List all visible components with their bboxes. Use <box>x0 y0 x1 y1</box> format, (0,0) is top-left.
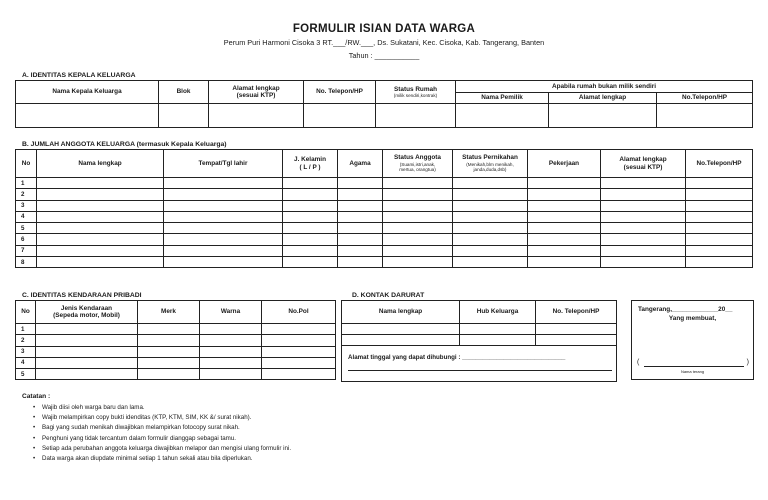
input-ttl[interactable] <box>164 245 283 256</box>
input-alamat[interactable] <box>601 200 686 211</box>
input-status-pernikahan[interactable] <box>453 234 528 245</box>
input-warna[interactable] <box>200 335 262 346</box>
input-nama-kontak[interactable] <box>342 324 460 335</box>
col-alamat-anggota: Alamat lengkap (sesuai KTP) <box>601 150 686 178</box>
input-status-anggota[interactable] <box>383 257 453 268</box>
status-nikah-hint: (Menikah,blm menikah, janda,duda,dsb) <box>466 161 514 173</box>
input-nama[interactable] <box>37 223 164 234</box>
input-pekerjaan[interactable] <box>528 223 601 234</box>
input-status-anggota[interactable] <box>383 189 453 200</box>
col-telepon-kk: No. Telepon/HP <box>304 81 376 104</box>
input-telepon-pemilik[interactable] <box>657 104 753 128</box>
input-pekerjaan[interactable] <box>528 257 601 268</box>
status-rumah-label: Status Rumah <box>394 85 437 93</box>
input-agama[interactable] <box>338 211 383 222</box>
input-alamat[interactable] <box>601 211 686 222</box>
input-nama[interactable] <box>37 189 164 200</box>
input-ttl[interactable] <box>164 234 283 245</box>
input-hub-keluarga[interactable] <box>460 335 536 346</box>
col-status-anggota <box>383 150 453 178</box>
table-row <box>16 335 336 346</box>
input-status-pernikahan[interactable] <box>453 200 528 211</box>
signature-box <box>631 300 754 380</box>
col-pekerjaan: Pekerjaan <box>528 150 601 178</box>
input-ttl[interactable] <box>164 257 283 268</box>
input-nama-pemilik[interactable] <box>456 104 549 128</box>
section-c-heading: C. IDENTITAS KENDARAAN PRIBADI <box>22 292 142 299</box>
input-jenis-kelamin[interactable] <box>283 178 338 189</box>
input-agama[interactable] <box>338 245 383 256</box>
list-item: • Wajib melampirkan copy bukti idenditas (KTP, KTM, SIM, KK &/ surat nikah). <box>42 413 291 423</box>
input-jenis-kelamin[interactable] <box>283 234 338 245</box>
input-jenis-kendaraan[interactable] <box>36 335 138 346</box>
input-status-anggota[interactable] <box>383 178 453 189</box>
input-jenis-kelamin[interactable] <box>283 257 338 268</box>
col-nama-kk: Nama Kepala Keluarga <box>16 81 159 104</box>
form-address: Perum Puri Harmoni Cisoka 3 RT.___/RW.___, Ds. Sukatani, Kec. Cisoka, Kab. Tangerang, Banten <box>223 38 545 47</box>
input-nama[interactable] <box>37 178 164 189</box>
input-warna[interactable] <box>200 324 262 335</box>
col-no-anggota: No <box>16 150 37 178</box>
input-agama[interactable] <box>338 200 383 211</box>
list-item: • Data warga akan diupdate minimal setiap 1 tahun sekali atau bila diperlukan. <box>42 454 291 464</box>
col-group-bukan-milik: Apabila rumah bukan milik sendiri <box>456 81 753 93</box>
section-b-heading: B. JUMLAH ANGGOTA KELUARGA (termasuk Kepala Keluarga) <box>22 141 227 148</box>
table-row <box>16 357 336 368</box>
input-telepon[interactable] <box>686 189 753 200</box>
input-merk[interactable] <box>138 335 200 346</box>
input-nopol[interactable] <box>262 324 336 335</box>
col-alamat-pemilik: Alamat lengkap <box>549 93 657 104</box>
input-status-pernikahan[interactable] <box>453 189 528 200</box>
input-alamat-pemilik[interactable] <box>549 104 657 128</box>
input-telepon-kk[interactable] <box>304 104 376 128</box>
input-nopol[interactable] <box>262 369 336 380</box>
col-ttl: Tempat/Tgl lahir <box>164 150 283 178</box>
input-status-rumah[interactable] <box>376 104 456 128</box>
input-merk[interactable] <box>138 346 200 357</box>
input-jenis-kendaraan[interactable] <box>36 357 138 368</box>
table-row <box>16 324 336 335</box>
input-nama[interactable] <box>37 234 164 245</box>
row-number: 2 <box>16 189 37 200</box>
input-telepon[interactable] <box>686 223 753 234</box>
col-nama-anggota: Nama lengkap <box>37 150 164 178</box>
alamat-kontak-line <box>348 370 612 371</box>
input-telepon[interactable] <box>686 245 753 256</box>
input-alamat[interactable] <box>601 223 686 234</box>
input-jenis-kelamin[interactable] <box>283 223 338 234</box>
section-d-heading: D. KONTAK DARURAT <box>352 292 425 299</box>
table-row <box>16 369 336 380</box>
table-anggota-keluarga <box>15 149 753 268</box>
alamat-kontak-label: Alamat tinggal yang dapat dihubungi : ______________________________ <box>348 354 566 361</box>
col-telepon-kontak: No. Telepon/HP <box>536 301 617 324</box>
input-telepon[interactable] <box>686 211 753 222</box>
signature-paren-open: ( <box>637 359 640 366</box>
input-jenis-kelamin[interactable] <box>283 200 338 211</box>
notes-heading: Catatan : <box>22 393 51 400</box>
input-telepon[interactable] <box>686 200 753 211</box>
section-a-heading: A. IDENTITAS KEPALA KELUARGA <box>22 72 136 79</box>
input-telepon-kontak[interactable] <box>536 335 617 346</box>
input-hub-keluarga[interactable] <box>460 324 536 335</box>
form-title: FORMULIR ISIAN DATA WARGA <box>292 23 476 35</box>
input-jenis-kendaraan[interactable] <box>36 346 138 357</box>
input-nama[interactable] <box>37 257 164 268</box>
row-number: 6 <box>16 234 37 245</box>
input-status-anggota[interactable] <box>383 223 453 234</box>
table-row <box>16 257 753 268</box>
input-status-anggota[interactable] <box>383 234 453 245</box>
col-nama-kontak: Nama lengkap <box>342 301 460 324</box>
status-nikah-label: Status Pernikahan <box>462 154 518 162</box>
col-alamat-kk: Alamat lengkap (sesuai KTP) <box>209 81 304 104</box>
list-item: • Bagi yang sudah menikah diwajibkan melampirkan fotocopy surat nikah. <box>42 423 291 433</box>
input-status-pernikahan[interactable] <box>453 223 528 234</box>
input-ttl[interactable] <box>164 189 283 200</box>
input-pekerjaan[interactable] <box>528 178 601 189</box>
input-alamat[interactable] <box>601 234 686 245</box>
input-status-pernikahan[interactable] <box>453 211 528 222</box>
input-telepon[interactable] <box>686 178 753 189</box>
input-merk[interactable] <box>138 357 200 368</box>
input-merk[interactable] <box>138 369 200 380</box>
form-year: Tahun : ___________ <box>348 51 420 60</box>
table-row <box>16 189 753 200</box>
input-pekerjaan[interactable] <box>528 234 601 245</box>
signature-name-caption: Nama terang <box>680 369 705 374</box>
row-number: 1 <box>16 324 36 335</box>
status-anggota-hint: (Suami,istri,anak, mertua, orangtua) <box>399 161 436 173</box>
input-agama[interactable] <box>338 234 383 245</box>
col-merk: Merk <box>138 301 200 324</box>
input-telepon[interactable] <box>686 234 753 245</box>
col-status-rumah <box>376 81 456 104</box>
table-row <box>16 245 753 256</box>
row-number: 4 <box>16 211 37 222</box>
input-jenis-kelamin[interactable] <box>283 245 338 256</box>
input-telepon-kontak[interactable] <box>536 324 617 335</box>
table-row <box>16 178 753 189</box>
row-number: 4 <box>16 357 36 368</box>
col-warna: Warna <box>200 301 262 324</box>
input-nama[interactable] <box>37 211 164 222</box>
input-jenis-kendaraan[interactable] <box>36 324 138 335</box>
input-nopol[interactable] <box>262 357 336 368</box>
signature-paren-close: ) <box>746 359 749 366</box>
notes-section <box>22 393 291 464</box>
table-row <box>16 211 753 222</box>
col-jenis-kendaraan: Jenis Kendaraan (Sepeda motor, Mobil) <box>36 301 138 324</box>
status-rumah-hint: (milik sendiri,kontrak) <box>393 92 438 98</box>
signature-place-date[interactable]: Tangerang,_____________20__ <box>638 306 733 313</box>
col-nopol: No.Pol <box>262 301 336 324</box>
input-nama[interactable] <box>37 245 164 256</box>
input-ttl[interactable] <box>164 223 283 234</box>
table-kontak-darurat <box>341 300 617 382</box>
input-ttl[interactable] <box>164 200 283 211</box>
row-number: 3 <box>16 346 36 357</box>
input-pekerjaan[interactable] <box>528 189 601 200</box>
alamat-kontak-field[interactable] <box>342 346 617 382</box>
input-agama[interactable] <box>338 223 383 234</box>
col-status-pernikahan <box>453 150 528 178</box>
col-jenis-kelamin: J. Kelamin ( L / P ) <box>283 150 338 178</box>
row-number: 7 <box>16 245 37 256</box>
signature-line[interactable] <box>644 366 744 367</box>
col-telepon-anggota: No.Telepon/HP <box>686 150 753 178</box>
signature-yang-membuat: Yang membuat, <box>668 315 717 322</box>
input-status-pernikahan[interactable] <box>453 178 528 189</box>
input-pekerjaan[interactable] <box>528 200 601 211</box>
input-alamat[interactable] <box>601 189 686 200</box>
input-ttl[interactable] <box>164 178 283 189</box>
input-nama-kk[interactable] <box>16 104 159 128</box>
row-number: 8 <box>16 257 37 268</box>
input-status-anggota[interactable] <box>383 245 453 256</box>
input-status-anggota[interactable] <box>383 211 453 222</box>
input-pekerjaan[interactable] <box>528 211 601 222</box>
table-row <box>16 200 753 211</box>
input-alamat-kk[interactable] <box>209 104 304 128</box>
col-agama: Agama <box>338 150 383 178</box>
input-agama[interactable] <box>338 178 383 189</box>
table-kepala-keluarga <box>15 80 753 128</box>
input-blok[interactable] <box>159 104 209 128</box>
col-blok: Blok <box>159 81 209 104</box>
input-agama[interactable] <box>338 189 383 200</box>
input-alamat[interactable] <box>601 245 686 256</box>
input-status-pernikahan[interactable] <box>453 245 528 256</box>
input-nama-kontak[interactable] <box>342 335 460 346</box>
notes-list <box>22 403 291 464</box>
input-nopol[interactable] <box>262 346 336 357</box>
input-jenis-kendaraan[interactable] <box>36 369 138 380</box>
row-number: 2 <box>16 335 36 346</box>
input-ttl[interactable] <box>164 211 283 222</box>
input-warna[interactable] <box>200 369 262 380</box>
input-nopol[interactable] <box>262 335 336 346</box>
input-jenis-kelamin[interactable] <box>283 211 338 222</box>
list-item: • Penghuni yang tidak tercantum dalam formulir dianggap sebagai tamu. <box>42 434 291 444</box>
input-pekerjaan[interactable] <box>528 245 601 256</box>
table-row <box>16 346 336 357</box>
input-agama[interactable] <box>338 257 383 268</box>
col-no-kendaraan: No <box>16 301 36 324</box>
table-row <box>16 223 753 234</box>
row-number: 3 <box>16 200 37 211</box>
input-warna[interactable] <box>200 357 262 368</box>
row-number: 1 <box>16 178 37 189</box>
list-item: • Setiap ada perubahan anggota keluarga diwajibkan melapor dan mengisi ulang formulir ini. <box>42 444 291 454</box>
col-hub-keluarga: Hub Keluarga <box>460 301 536 324</box>
col-nama-pemilik: Nama Pemilik <box>456 93 549 104</box>
input-alamat[interactable] <box>601 257 686 268</box>
status-anggota-label: Status Anggota <box>394 154 441 162</box>
input-status-pernikahan[interactable] <box>453 257 528 268</box>
list-item: • Wajib diisi oleh warga baru dan lama. <box>42 403 291 413</box>
input-jenis-kelamin[interactable] <box>283 189 338 200</box>
input-alamat[interactable] <box>601 178 686 189</box>
table-row <box>16 234 753 245</box>
row-number: 5 <box>16 369 36 380</box>
input-nama[interactable] <box>37 200 164 211</box>
input-merk[interactable] <box>138 324 200 335</box>
col-telepon-pemilik: No.Telepon/HP <box>657 93 753 104</box>
row-number: 5 <box>16 223 37 234</box>
input-warna[interactable] <box>200 346 262 357</box>
input-status-anggota[interactable] <box>383 200 453 211</box>
input-telepon[interactable] <box>686 257 753 268</box>
table-kendaraan <box>15 300 336 380</box>
